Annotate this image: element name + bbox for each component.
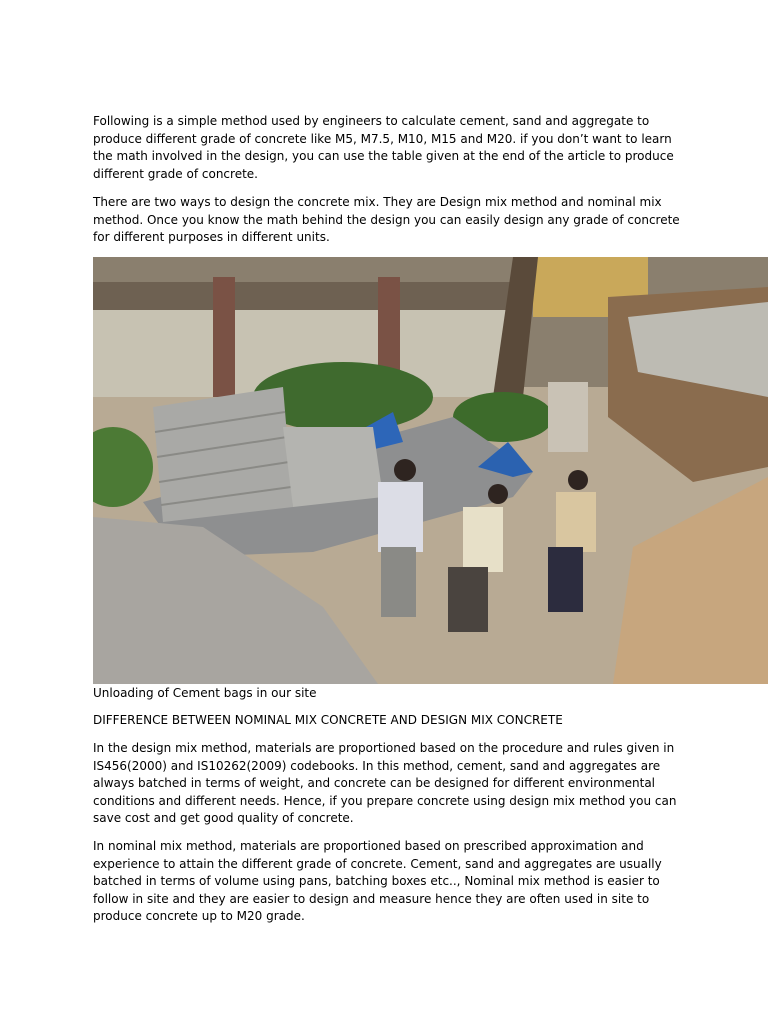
nominal-mix-paragraph: In nominal mix method, materials are proportioned based on prescribed approximation and experience to attain the different grade of concrete. Cement, sand and aggregates are usually batched in terms of volume using pans, batching boxes etc.., Nominal mix method is easier to follow in site and they are easier to design and measure hence they are often used in site to produce concrete up to M20 grade. [93, 839, 662, 924]
photo-caption: Unloading of Cement bags in our site [93, 686, 317, 700]
section-heading: DIFFERENCE BETWEEN NOMINAL MIX CONCRETE AND DESIGN MIX CONCRETE [93, 713, 563, 727]
mix-methods-paragraph: There are two ways to design the concrete mix. They are Design mix method and nominal mix method. Once you know the math behind the design you can easily design any grade of concrete for different purposes in different units. [93, 195, 680, 245]
intro-paragraph: Following is a simple method used by engineers to calculate cement, sand and aggregate to produce different grade of concrete like M5, M7.5, M10, M15 and M20. if you don’t want to learn the math involved in the design, you can use the table given at the end of the article to produce different grade of concrete. [93, 114, 674, 181]
design-mix-paragraph: In the design mix method, materials are proportioned based on the procedure and rules given in IS456(2000) and IS10262(2009) codebooks. In this method, cement, sand and aggregates are always batched in terms of weight, and concrete can be designed for different environmental conditions and different needs. Hence, if you prepare concrete using design mix method you can save cost and get good quality of concrete. [93, 741, 677, 826]
cement-bags-photo [93, 257, 768, 684]
